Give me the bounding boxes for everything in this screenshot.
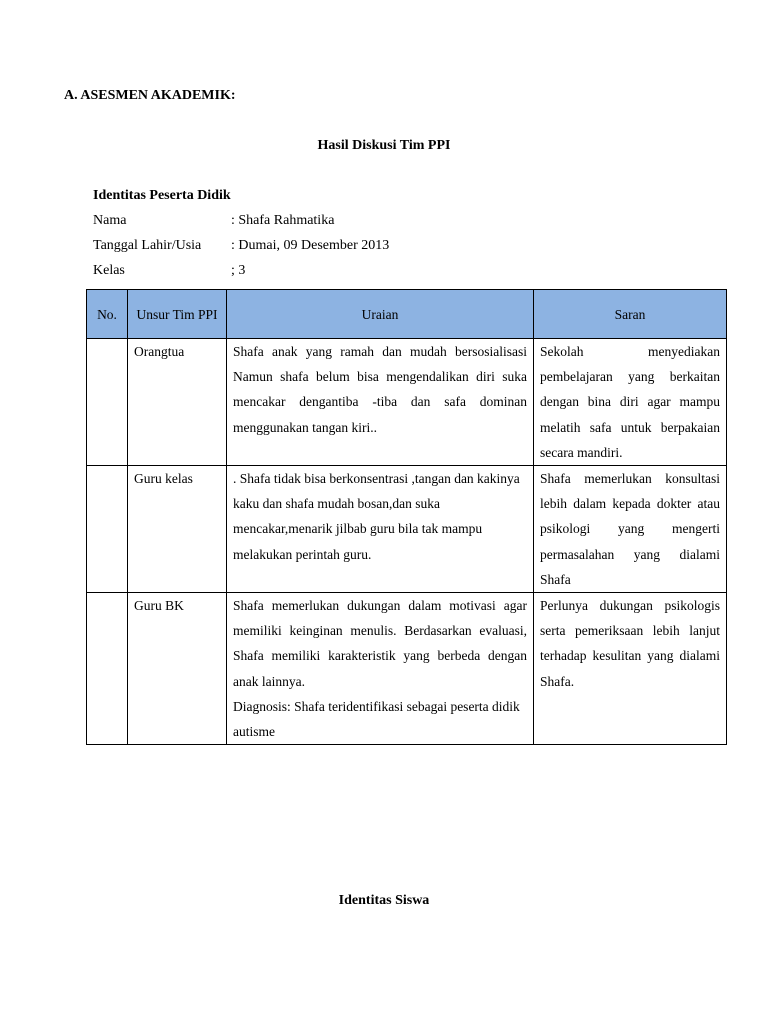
cell-saran: Perlunya dukungan psikologis serta pemeriksaan lebih lanjut terhadap kesulitan yang dialami Shafa. xyxy=(534,593,727,745)
cell-uraian: . Shafa tidak bisa berkonsentrasi ,tangan dan kakinya kaku dan shafa mudah bosan,dan suka mencakar,menarik jilbab guru bila tak mampu melakukan perintah guru. xyxy=(227,466,534,593)
identity-row-tanggal-lahir xyxy=(93,238,389,254)
cell-saran: Shafa memerlukan konsultasi lebih dalam kepada dokter atau psikologi yang mengerti permasalahan yang dialami Shafa xyxy=(534,466,727,593)
cell-no xyxy=(87,593,128,745)
cell-unsur: Guru BK xyxy=(128,593,227,745)
cell-no xyxy=(87,466,128,593)
identity-row-kelas xyxy=(93,263,245,279)
cell-uraian: Shafa anak yang ramah dan mudah bersosialisasi Namun shafa belum bisa mengendalikan diri suka mencakar dengantiba -tiba dan safa dominan menggunakan tangan kiri.. xyxy=(227,339,534,466)
identity-value: : Shafa Rahmatika xyxy=(231,213,335,228)
uraian-diagnosis: Diagnosis: Shafa teridentifikasi sebagai peserta didik autisme xyxy=(233,698,520,740)
identity-label: Kelas xyxy=(93,263,125,278)
table-row xyxy=(87,466,727,593)
header-saran: Saran xyxy=(534,290,727,339)
cell-saran: Sekolah menyediakan pembelajaran yang berkaitan dengan bina diri agar mampu melatih safa untuk berpakaian secara mandiri. xyxy=(534,339,727,466)
identity-label: Tanggal Lahir/Usia xyxy=(93,238,202,253)
cell-unsur: Orangtua xyxy=(128,339,227,466)
table-row xyxy=(87,339,727,466)
document-title: Hasil Diskusi Tim PPI xyxy=(317,138,451,153)
identity-row-nama xyxy=(93,213,334,229)
cell-uraian xyxy=(227,593,534,745)
student-identity-title: Identitas Siswa xyxy=(338,893,430,908)
section-heading: A. ASESMEN AKADEMIK: xyxy=(64,88,236,103)
table-header-row xyxy=(87,290,727,339)
identity-value: ; 3 xyxy=(231,263,246,278)
ppi-table xyxy=(86,289,727,745)
uraian-paragraph: Shafa memerlukan dukungan dalam motivasi agar memiliki keinginan menulis. Berdasarkan evaluasi, Shafa memiliki karakteristik yang berbeda dengan anak lainnya. xyxy=(233,598,527,689)
cell-unsur: Guru kelas xyxy=(128,466,227,593)
identity-value: : Dumai, 09 Desember 2013 xyxy=(231,238,390,253)
header-uraian: Uraian xyxy=(227,290,534,339)
cell-no xyxy=(87,339,128,466)
header-no: No. xyxy=(87,290,128,339)
identity-heading: Identitas Peserta Didik xyxy=(93,188,231,203)
table-row xyxy=(87,593,727,745)
identity-label: Nama xyxy=(93,213,127,228)
header-unsur-tim-ppi: Unsur Tim PPI xyxy=(128,290,227,339)
